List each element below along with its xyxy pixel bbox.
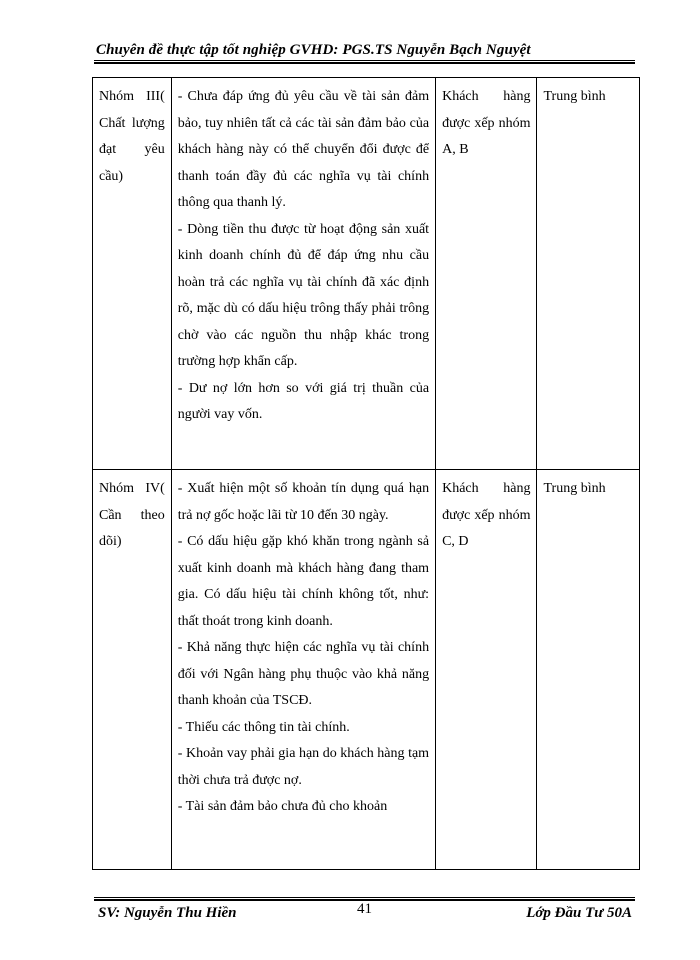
criteria-paragraph: - Chưa đáp ứng đủ yêu cầu về tài sản đảm bảo, tuy nhiên tất cả các tài sản đảm bảo của khách hàng này có thể chuyển đổi được để thanh toán đầy đủ các nghĩa vụ tài chính thông qua thanh lý. bbox=[177, 89, 430, 210]
footer-class-name: Lớp Đầu Tư 50A bbox=[526, 905, 632, 921]
criteria-paragraph: - Có dấu hiệu gặp khó khăn trong ngành sả xuất kinh doanh mà khách hàng đang tham gia. Có dấu hiệu tài chính không tốt, như: thất thoát trong kinh doanh. bbox=[177, 534, 430, 629]
criteria-cell bbox=[171, 78, 435, 470]
risk-cell: Trung bình bbox=[537, 78, 640, 470]
header-divider-thick bbox=[94, 62, 635, 64]
criteria-paragraph: - Xuất hiện một số khoản tín dụng quá hạn trả nợ gốc hoặc lãi từ 10 đến 30 ngày. bbox=[177, 481, 430, 523]
group-cell: Nhóm III( Chất lượng đạt yêu cầu) bbox=[93, 78, 172, 470]
criteria-paragraph: - Tài sản đảm bảo chưa đủ cho khoản bbox=[177, 799, 388, 814]
criteria-paragraph: - Dòng tiền thu được từ hoạt động sản xuất kinh doanh chính đủ để đáp ứng nhu cầu hoàn trả các nghĩa vụ tài chính đã xác định rõ, mặc dù có dấu hiệu trông thấy phải trông chờ vào các nguồn thu nhập khác trong trường hợp khẩn cấp. bbox=[177, 221, 430, 369]
classification-cell: Khách hàng được xếp nhóm A, B bbox=[436, 78, 537, 470]
page-header-title: Chuyên đề thực tập tốt nghiệp GVHD: PGS.TS Nguyễn Bạch Nguyệt bbox=[96, 42, 531, 58]
header-divider bbox=[94, 60, 635, 61]
criteria-paragraph: - Khả năng thực hiện các nghĩa vụ tài chính đối với Ngân hàng phụ thuộc vào khả năng thanh khoản của TSCĐ. bbox=[177, 640, 430, 708]
footer-student-name: SV: Nguyễn Thu Hiền bbox=[98, 905, 237, 921]
customer-classification-table bbox=[92, 77, 640, 870]
criteria-paragraph: - Thiếu các thông tin tài chính. bbox=[177, 719, 350, 735]
classification-cell: Khách hàng được xếp nhóm C, D bbox=[436, 470, 537, 870]
criteria-paragraph: - Dư nợ lớn hơn so với giá trị thuần của người vay vốn. bbox=[177, 380, 430, 422]
criteria-paragraph: - Khoản vay phải gia hạn do khách hàng tạm thời chưa trả được nợ. bbox=[177, 746, 430, 788]
footer-divider bbox=[94, 897, 635, 898]
table-row bbox=[93, 78, 640, 470]
page-number: 41 bbox=[357, 901, 372, 917]
risk-cell: Trung bình bbox=[537, 470, 640, 870]
table-row bbox=[93, 470, 640, 870]
criteria-cell bbox=[171, 470, 435, 870]
group-cell: Nhóm IV( Cần theo dõi) bbox=[93, 470, 172, 870]
